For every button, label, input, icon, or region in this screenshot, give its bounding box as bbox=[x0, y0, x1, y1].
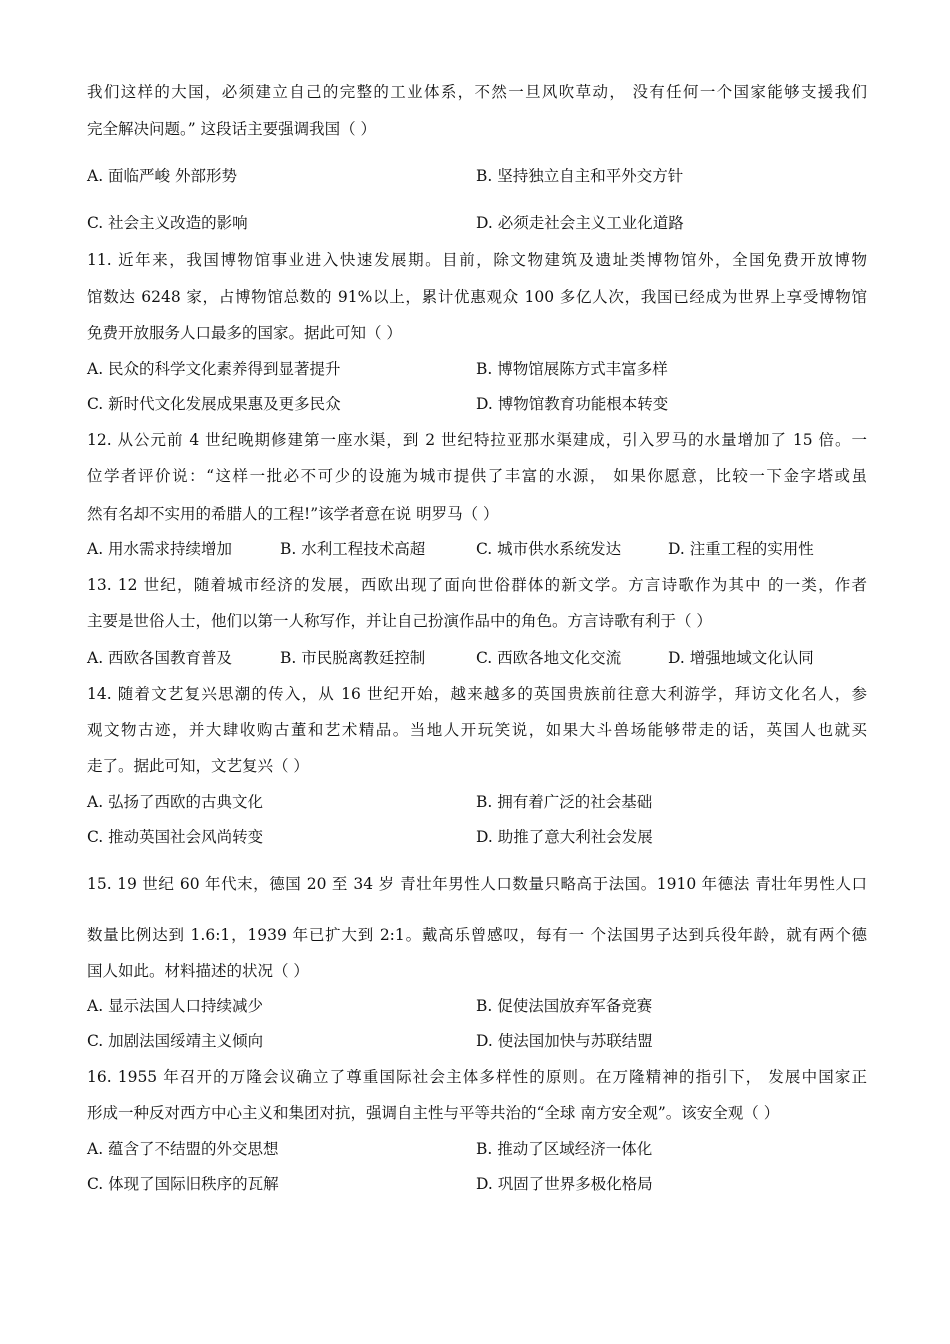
q16-option-d: D. 巩固了世界多极化格局 bbox=[476, 1175, 653, 1193]
q16-stem-line-2: 形成一种反对西方中心主义和集团对抗，强调自主性与平等共治的“全球 南方安全观”。该安全观（ ） bbox=[87, 1104, 780, 1122]
q10-option-c: C. 社会主义改造的影响 bbox=[87, 214, 248, 232]
q10-stem-line-1: 我们这样的大国，必须建立自己的完整的工业体系，不然一旦风吹草动， 没有任何一个国家能够支援我们 bbox=[87, 83, 867, 101]
q11-stem-line-3: 免费开放服务人口最多的国家。据此可知（ ） bbox=[87, 324, 402, 342]
q10-option-b: B. 坚持独立自主和平外交方针 bbox=[476, 167, 684, 185]
q10-option-d: D. 必须走社会主义工业化道路 bbox=[476, 214, 684, 232]
q15-stem-line-2: 数量比例达到 1.6:1，1939 年已扩大到 2:1。戴高乐曾感叹，每有一 个法国男子达到兵役年龄，就有两个德 bbox=[87, 926, 867, 944]
q14-option-b: B. 拥有着广泛的社会基础 bbox=[476, 793, 653, 811]
q14-stem-line-2: 观文物古迹，并大肆收购古董和艺术精品。当地人开玩笑说，如果大斗兽场能够带走的话，英国人也就买 bbox=[87, 721, 867, 739]
q13-option-c: C. 西欧各地文化交流 bbox=[476, 649, 622, 667]
q15-option-c: C. 加剧法国绥靖主义倾向 bbox=[87, 1032, 264, 1050]
q13-stem-line-2: 主要是世俗人士，他们以第一人称写作，并让自己扮演作品中的角色。方言诗歌有利于（ ） bbox=[87, 612, 712, 630]
q16-stem-line-1: 16. 1955 年召开的万隆会议确立了尊重国际社会主体多样性的原则。在万隆精神的指引下， 发展中国家正 bbox=[87, 1068, 867, 1086]
q16-option-a: A. 蕴含了不结盟的外交思想 bbox=[87, 1140, 279, 1158]
q14-option-c: C. 推动英国社会风尚转变 bbox=[87, 828, 264, 846]
q16-option-b: B. 推动了区域经济一体化 bbox=[476, 1140, 653, 1158]
q12-stem-line-2: 位学者评价说：“这样一批必不可少的设施为城市提供了丰富的水源， 如果你愿意，比较一下金字塔或虽 bbox=[87, 467, 867, 485]
q15-stem-line-3: 国人如此。材料描述的状况（ ） bbox=[87, 962, 309, 980]
q11-option-c: C. 新时代文化发展成果惠及更多民众 bbox=[87, 395, 341, 413]
q12-option-c: C. 城市供水系统发达 bbox=[476, 540, 622, 558]
q11-option-d: D. 博物馆教育功能根本转变 bbox=[476, 395, 669, 413]
q11-option-a: A. 民众的科学文化素养得到显著提升 bbox=[87, 360, 341, 378]
q14-option-d: D. 助推了意大利社会发展 bbox=[476, 828, 653, 846]
q15-option-b: B. 促使法国放弃军备竞赛 bbox=[476, 997, 653, 1015]
q15-option-d: D. 使法国加快与苏联结盟 bbox=[476, 1032, 653, 1050]
q11-stem-line-1: 11. 近年来，我国博物馆事业进入快速发展期。目前，除文物建筑及遗址类博物馆外，全国免费开放博物 bbox=[87, 251, 867, 269]
q13-option-a: A. 西欧各国教育普及 bbox=[87, 649, 233, 667]
q12-stem-line-3: 然有名却不实用的希腊人的工程!”该学者意在说 明罗马（ ） bbox=[87, 505, 499, 523]
q11-stem-line-2: 馆数达 6248 家，占博物馆总数的 91%以上，累计优惠观众 100 多亿人次，我国已经成为世界上享受博物馆 bbox=[87, 288, 867, 306]
q14-option-a: A. 弘扬了西欧的古典文化 bbox=[87, 793, 264, 811]
q12-option-d: D. 注重工程的实用性 bbox=[668, 540, 814, 558]
q13-stem-line-1: 13. 12 世纪，随着城市经济的发展，西欧出现了面向世俗群体的新文学。方言诗歌作为其中 的一类，作者 bbox=[87, 576, 867, 594]
q15-stem-line-1: 15. 19 世纪 60 年代末，德国 20 至 34 岁 青壮年男性人口数量只略高于法国。1910 年德法 青壮年男性人口 bbox=[87, 875, 867, 893]
q10-stem-line-2: 完全解决问题。” 这段话主要强调我国（ ） bbox=[87, 120, 377, 138]
q13-option-d: D. 增强地域文化认同 bbox=[668, 649, 814, 667]
q14-stem-line-1: 14. 随着文艺复兴思潮的传入，从 16 世纪开始，越来越多的英国贵族前往意大利游学，拜访文化名人，参 bbox=[87, 685, 867, 703]
q14-stem-line-3: 走了。据此可知，文艺复兴（ ） bbox=[87, 757, 309, 775]
q12-option-b: B. 水利工程技术高超 bbox=[280, 540, 426, 558]
q11-option-b: B. 博物馆展陈方式丰富多样 bbox=[476, 360, 668, 378]
q16-option-c: C. 体现了国际旧秩序的瓦解 bbox=[87, 1175, 279, 1193]
q12-stem-line-1: 12. 从公元前 4 世纪晚期修建第一座水渠，到 2 世纪特拉亚那水渠建成，引入罗马的水量增加了 15 倍。一 bbox=[87, 431, 867, 449]
q15-option-a: A. 显示法国人口持续减少 bbox=[87, 997, 264, 1015]
q13-option-b: B. 市民脱离教廷控制 bbox=[280, 649, 426, 667]
q10-option-a: A. 面临严峻 外部形势 bbox=[87, 167, 237, 185]
q12-option-a: A. 用水需求持续增加 bbox=[87, 540, 233, 558]
